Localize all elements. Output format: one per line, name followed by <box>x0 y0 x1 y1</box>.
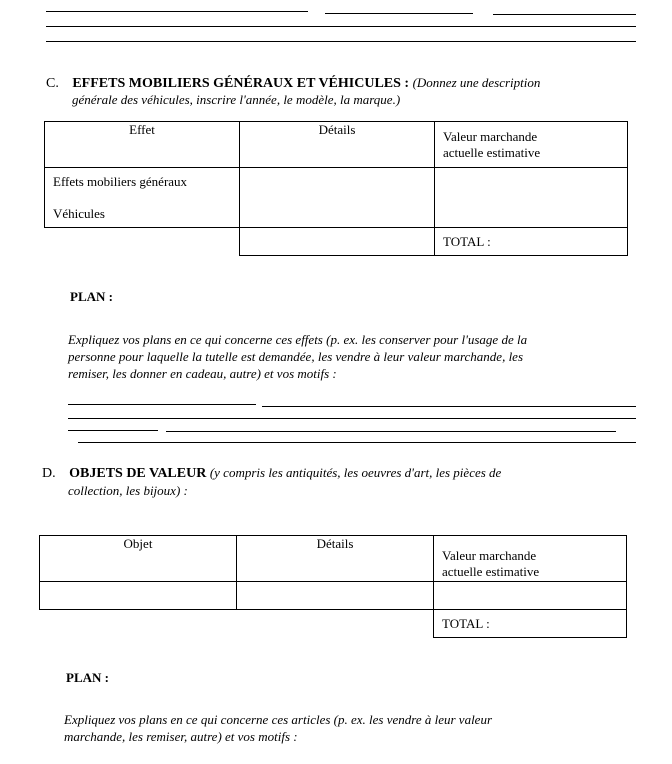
writing-line <box>68 430 158 431</box>
section-c-plan-line3: remiser, les donner en cadeau, autre) et vos motifs : <box>68 366 337 381</box>
section-c-instruction-2: générale des véhicules, inscrire l'année, le modèle, la marque.) <box>72 92 401 107</box>
section-d-instruction-2: collection, les bijoux) : <box>68 483 188 498</box>
section-c-col-valeur-line1: Valeur marchande <box>443 129 538 144</box>
section-c-col-valeur-header <box>435 122 628 168</box>
section-d-total-cell[interactable] <box>434 610 627 638</box>
section-c-col-effet-header: Effet <box>45 122 240 168</box>
section-c-total-blank-cell <box>240 228 435 256</box>
section-d-plan-label: PLAN : <box>66 670 109 685</box>
section-c-row-labels <box>45 168 240 228</box>
writing-line <box>68 418 636 419</box>
section-c-plan-line2: personne pour laquelle la tutelle est demandée, les vendre à leur valeur marchande, les <box>68 349 524 364</box>
writing-line <box>68 404 256 405</box>
section-c-row1-label: Effets mobiliers généraux <box>53 174 188 189</box>
section-d-plan-text <box>64 711 634 745</box>
section-c-heading <box>46 74 646 92</box>
section-d-objet-cell[interactable] <box>40 582 237 610</box>
section-c-valeur-cell[interactable] <box>435 168 628 228</box>
section-d-col-details-header: Détails <box>237 536 434 582</box>
section-c-plan-text <box>68 331 638 382</box>
section-d-plan-line1: Expliquez vos plans en ce qui concerne ces articles (p. ex. les vendre à leur valeur <box>64 712 493 727</box>
section-c-plan-line1: Expliquez vos plans en ce qui concerne ces effets (p. ex. les conserver pour l'usage de la <box>68 332 528 347</box>
writing-line <box>46 11 308 12</box>
section-c-title: EFFETS MOBILIERS GÉNÉRAUX ET VÉHICULES : <box>72 76 410 91</box>
section-d-valeur-cell[interactable] <box>434 582 627 610</box>
section-d-col-valeur-line1: Valeur marchande <box>442 548 537 563</box>
section-d-total-label: TOTAL : <box>442 616 490 631</box>
writing-line <box>78 442 636 443</box>
section-c-row2-label: Véhicules <box>53 206 105 221</box>
writing-line <box>46 41 636 42</box>
section-c-col-valeur-line2: actuelle estimative <box>443 145 541 160</box>
section-c-total-cell[interactable] <box>435 228 628 256</box>
section-d-details-cell[interactable] <box>237 582 434 610</box>
section-c-plan-label: PLAN : <box>70 289 113 304</box>
section-d-col-valeur-header <box>434 536 627 582</box>
section-c-letter: C. <box>46 76 59 91</box>
section-d-col-valeur-line2: actuelle estimative <box>442 564 540 579</box>
section-d-col-objet-header: Objet <box>40 536 237 582</box>
section-c-details-cell[interactable] <box>240 168 435 228</box>
section-c-col-details-header: Détails <box>240 122 435 168</box>
section-c-table <box>44 121 628 256</box>
section-d-plan-line2: marchande, les remiser, autre) et vos motifs : <box>64 729 298 744</box>
section-c-total-label: TOTAL : <box>443 234 491 249</box>
section-d-title: OBJETS DE VALEUR <box>69 466 207 481</box>
writing-line <box>46 26 636 27</box>
writing-line <box>262 406 636 407</box>
writing-line <box>166 431 616 432</box>
writing-line <box>325 13 473 14</box>
writing-line <box>493 14 636 15</box>
section-d-table <box>39 535 627 638</box>
section-d-instruction-1: (y compris les antiquités, les oeuvres d'art, les pièces de <box>209 465 502 480</box>
section-d-heading <box>42 464 642 482</box>
section-d-letter: D. <box>42 466 56 481</box>
section-c-instruction-1: (Donnez une description <box>412 75 541 90</box>
